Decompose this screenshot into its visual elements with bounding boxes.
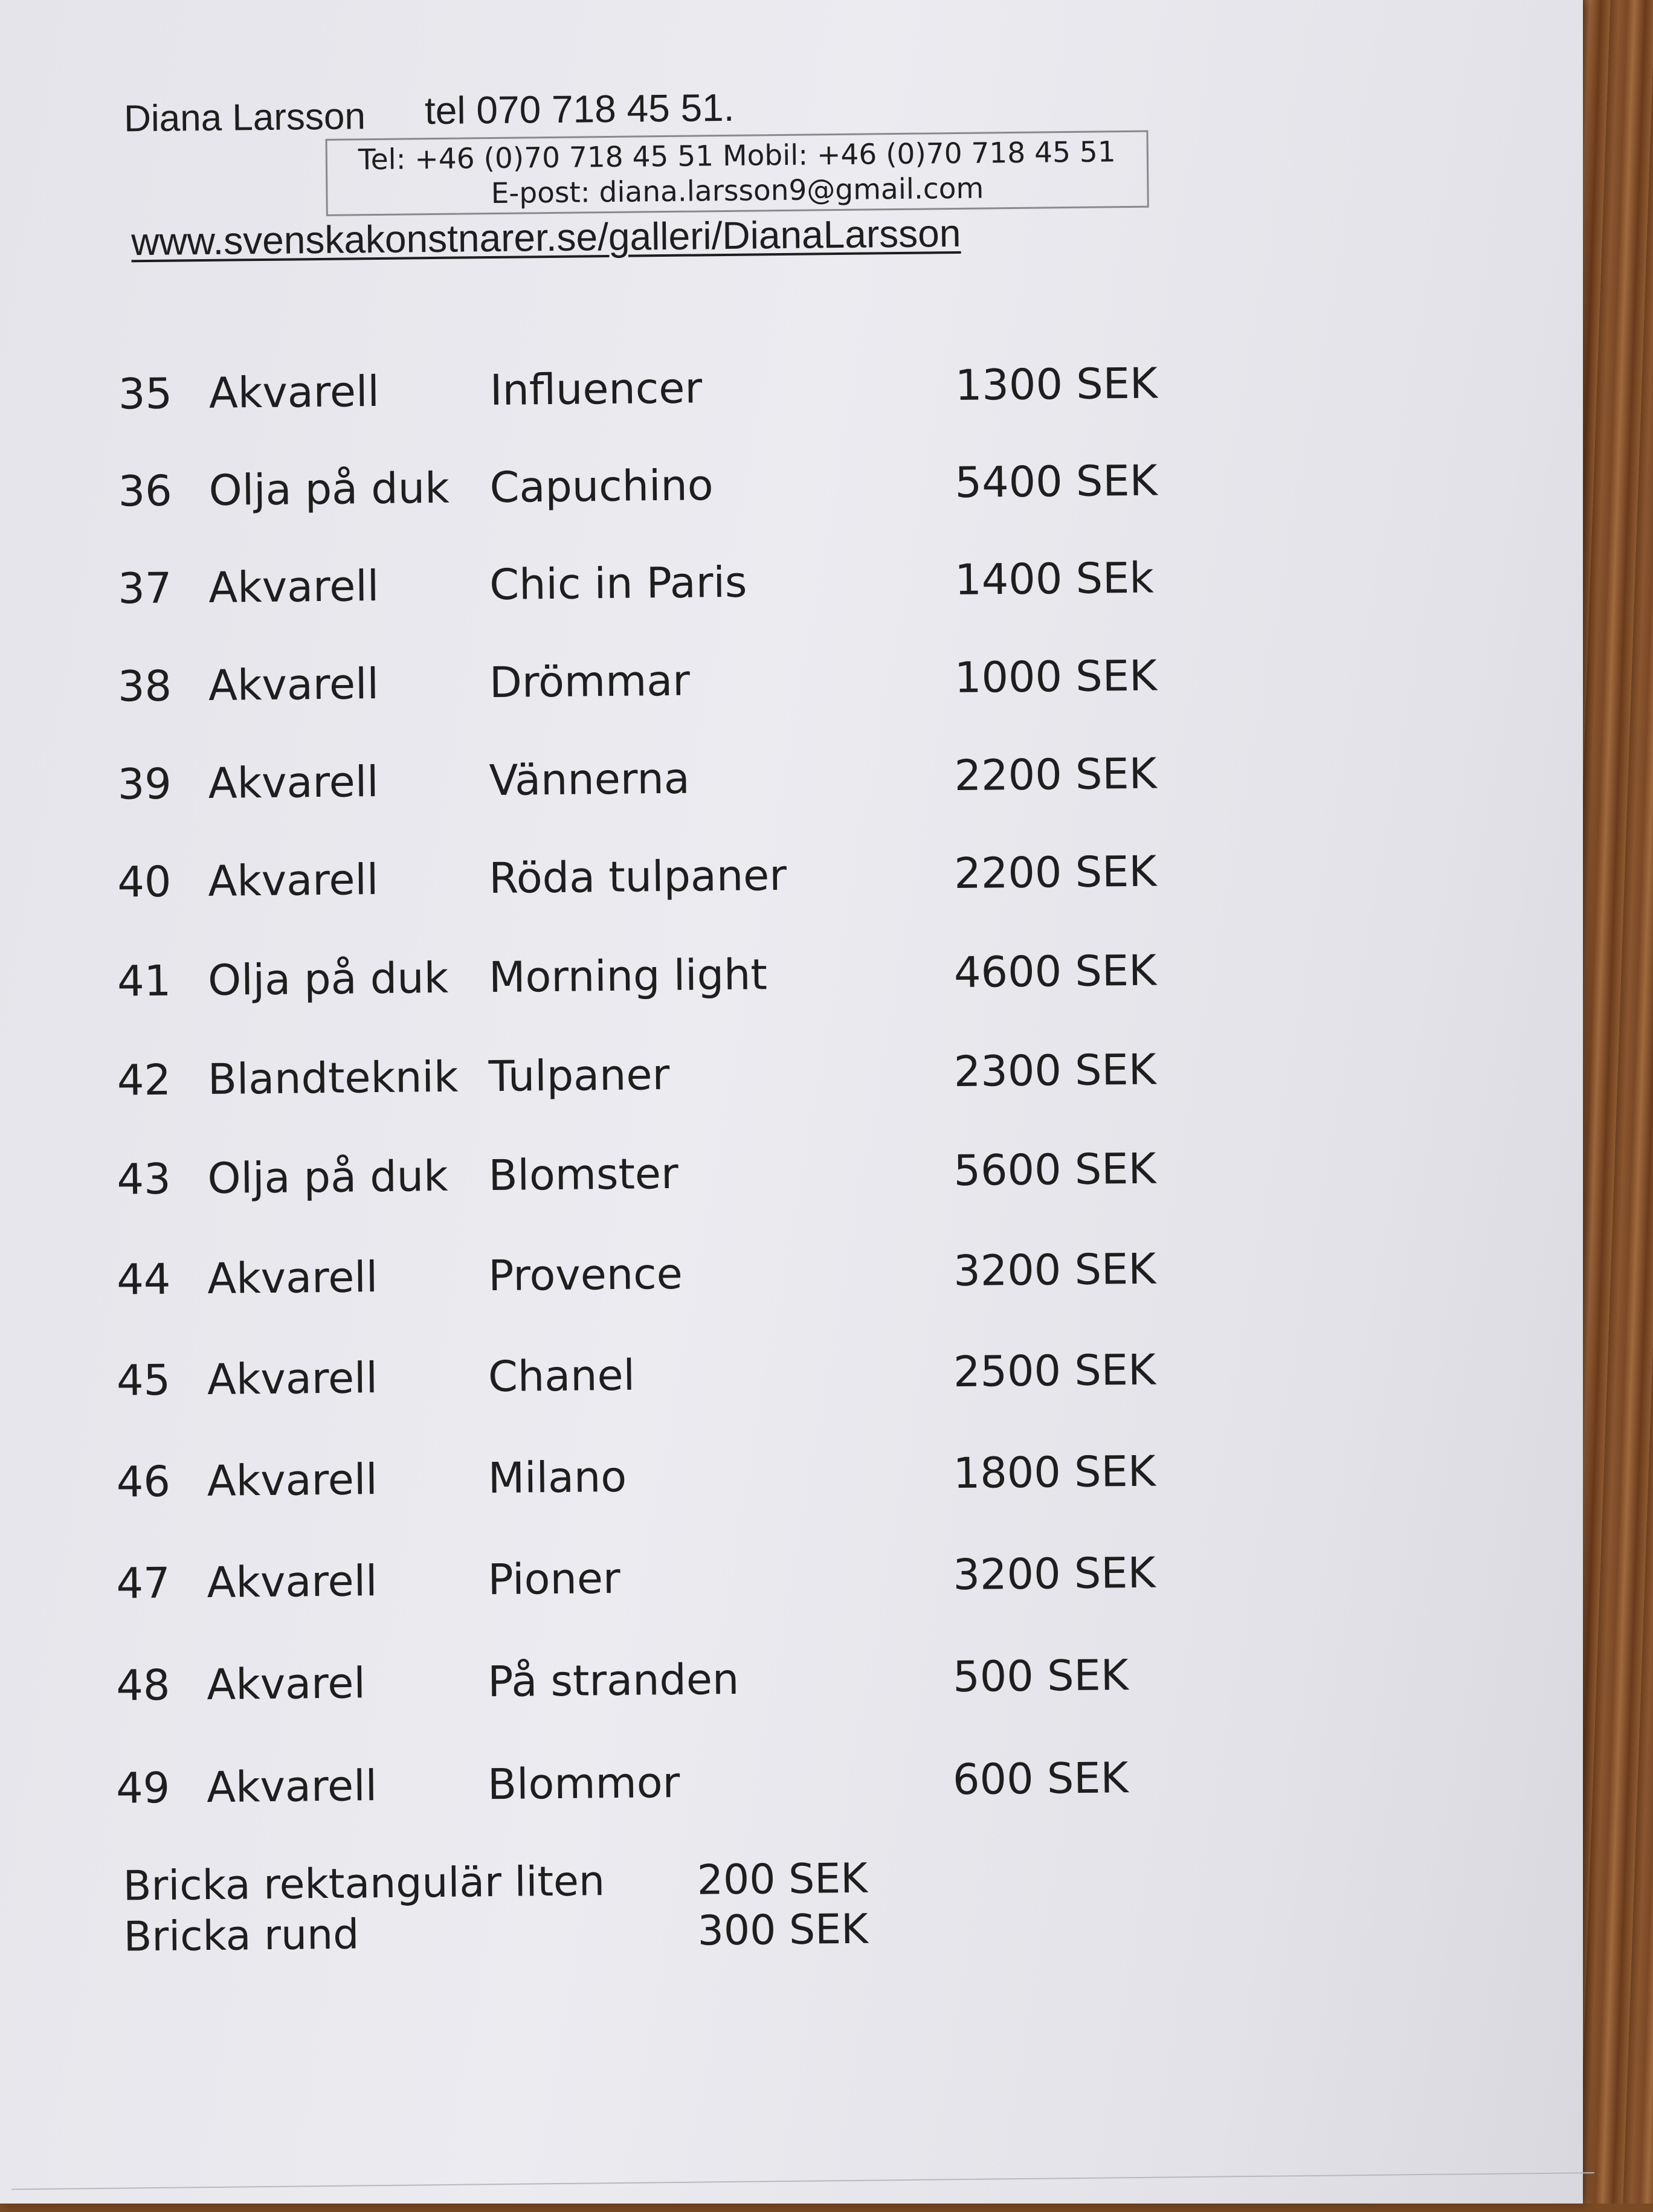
artwork-number: 42 [117, 1055, 172, 1105]
artwork-title: Influencer [489, 363, 703, 416]
artwork-number: 40 [117, 857, 172, 907]
artwork-technique: Olja på duk [207, 953, 449, 1005]
contact-box [326, 130, 1149, 216]
artwork-price: 600 SEK [952, 1753, 1129, 1805]
artwork-number: 35 [118, 368, 173, 419]
artwork-technique: Olja på duk [207, 1151, 448, 1204]
contact-email: E-post: diana.larsson9@gmail.com [491, 172, 984, 211]
artwork-price: 2200 SEK [954, 748, 1157, 801]
artwork-price: 2300 SEK [953, 1044, 1157, 1097]
artwork-number: 44 [116, 1254, 171, 1305]
contact-phones: Tel: +46 (0)70 718 45 51 Mobil: +46 (0)70 718 45 51 [358, 135, 1116, 177]
artist-phone: tel 070 718 45 51. [424, 85, 735, 133]
artwork-number: 41 [117, 956, 172, 1006]
artwork-row [117, 945, 1157, 1006]
artwork-title: Drömmar [489, 655, 691, 708]
artwork-technique: Olja på duk [208, 463, 450, 515]
extra-item [123, 1903, 970, 1963]
artwork-technique: Akvarell [207, 1455, 378, 1506]
artwork-number: 48 [115, 1660, 170, 1711]
artwork-number: 38 [117, 661, 172, 712]
artwork-title: På stranden [487, 1654, 740, 1707]
artwork-technique: Akvarel [206, 1658, 366, 1710]
artwork-technique: Akvarell [208, 659, 379, 710]
artist-name: Diana Larsson [123, 95, 366, 140]
artwork-technique: Akvarell [207, 855, 379, 906]
artwork-number: 47 [116, 1558, 171, 1609]
artwork-price: 2500 SEK [953, 1345, 1156, 1397]
artwork-row [116, 1548, 1156, 1609]
artwork-technique: Akvarell [206, 1761, 378, 1813]
artwork-title: Chic in Paris [489, 557, 747, 610]
artwork-title: Capuchino [489, 460, 714, 513]
artwork-row [117, 846, 1157, 907]
website-link[interactable]: www.svenskakonstnarer.se/galleri/DianaLarsson [130, 211, 961, 264]
artwork-number: 37 [117, 563, 172, 614]
extra-label: Bricka rund [123, 1911, 359, 1961]
artwork-row [117, 748, 1157, 809]
artwork-technique: Blandteknik [207, 1052, 459, 1105]
extra-price: 200 SEK [697, 1854, 868, 1905]
artwork-title: Provence [488, 1249, 683, 1301]
artwork-title: Chanel [488, 1350, 636, 1402]
artwork-number: 36 [118, 466, 173, 516]
artwork-technique: Akvarell [208, 561, 379, 612]
artwork-price: 1000 SEK [954, 651, 1158, 703]
extra-price: 300 SEK [697, 1905, 869, 1955]
artwork-technique: Akvarell [207, 1556, 378, 1608]
artwork-number: 43 [117, 1154, 172, 1204]
artwork-title: Blommor [487, 1757, 680, 1810]
artwork-title: Tulpaner [488, 1050, 670, 1102]
artwork-number: 45 [116, 1355, 171, 1406]
artwork-row [116, 1446, 1156, 1507]
artwork-price: 1800 SEK [953, 1446, 1156, 1499]
artwork-title: Pioner [488, 1553, 621, 1605]
artwork-price: 1400 SEk [954, 553, 1155, 605]
artwork-title: Blomster [488, 1148, 679, 1201]
artwork-title: Röda tulpaner [488, 850, 787, 904]
artwork-price: 3200 SEK [953, 1548, 1156, 1600]
artwork-price: 500 SEK [952, 1650, 1129, 1702]
artwork-technique: Akvarell [208, 757, 379, 808]
artwork-price: 2200 SEK [953, 846, 1157, 899]
artwork-technique: Akvarell [208, 366, 380, 418]
extra-label: Bricka rektangulär liten [123, 1857, 605, 1911]
artwork-title: Vännerna [489, 753, 691, 806]
artwork-row [115, 1753, 1129, 1813]
artwork-price: 5400 SEK [955, 455, 1158, 508]
artwork-price: 4600 SEK [953, 945, 1157, 998]
page-edge-line [11, 2172, 1594, 2190]
artwork-title: Milano [488, 1452, 627, 1503]
artwork-technique: Akvarell [207, 1252, 378, 1304]
artwork-number: 39 [117, 759, 172, 809]
extra-item [123, 1853, 969, 1912]
artwork-price: 1300 SEK [955, 358, 1158, 410]
artwork-technique: Akvarell [207, 1353, 378, 1405]
artwork-number: 46 [116, 1456, 171, 1507]
artwork-row [115, 1650, 1129, 1711]
artwork-number: 49 [115, 1763, 170, 1813]
extras-list [123, 1853, 970, 1963]
artwork-title: Morning light [488, 950, 768, 1003]
artwork-price: 3200 SEK [953, 1244, 1156, 1296]
artwork-price: 5600 SEK [953, 1143, 1156, 1196]
